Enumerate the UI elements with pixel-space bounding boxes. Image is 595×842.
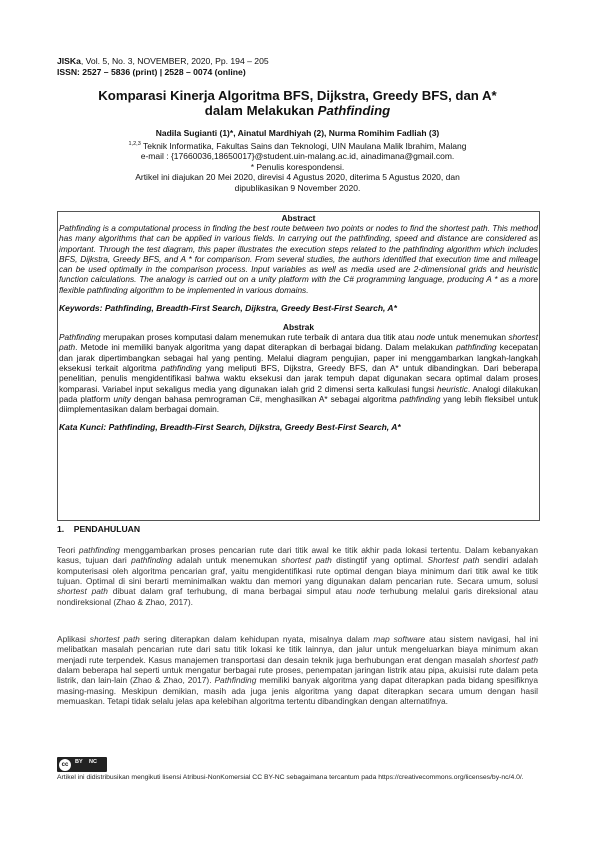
- paragraph-2: [57, 634, 538, 706]
- keywords-en: Keywords: Pathfinding, Breadth-First Search, Dijkstra, Greedy Best-First Search, A*: [59, 303, 397, 314]
- license-text: Artikel ini didistribusikan mengikuti lisensi Atribusi-NonKomersial CC BY-NC sebagaimana tercantum pada https://creativecommons.org/licenses/by-nc/4.0/.: [57, 774, 524, 781]
- text-run: Teori: [57, 545, 79, 555]
- text-run: memiliki banyak algoritma yang dapat diterapkan pada bidang spesifiknya masing-masing. Meskipun demikian, masih ada juga jenis algoritma yang dapat diterapkan secara umum dengan hasil memuaskan. Tetapi tidak selalu jelas apa kelebihan algoritma tertentu dibandingkan dengan alternatifnya.: [57, 675, 539, 707]
- text-run: atau sistem navigasi, hal ini melibatkan masalah pencarian rute dari satu titik lokasi ke titik lainnya, dan jalur untuk mengeluarkan biaya minimum akan menjadi rute terpendek. Kasus manajemen transportasi dan desain teknik juga berhubungan erat dengan masalah: [57, 634, 539, 665]
- italic-term: Shortest path: [427, 555, 480, 566]
- author-names: Nadila Sugianti (1)*, Ainatul Mardhiyah (2), Nurma Romihim Fadliah (3): [155, 128, 440, 138]
- nc-icon: NC: [89, 758, 97, 765]
- article-history-2: dipublikasikan 9 November 2020.: [234, 182, 361, 193]
- title-line-1: Komparasi Kinerja Algoritma BFS, Dijkstra, Greedy BFS, dan A*: [98, 88, 497, 103]
- text-run: terhubung melalui garis direksional atau nondireksional (Zhao & Zhao, 2017).: [57, 586, 539, 607]
- affiliation-sup: 1,2,3: [128, 140, 141, 147]
- text-run: sendiri adalah komputerisasi oleh algoritma pencarian graf, yaitu mengidentifikasi rute optimal dengan biaya minimum dari titik awal ke titik tujuan. Optimal di sini berarti meminimalkan waktu dan memori yang digunakan dalam pencarian rute. Secara umum, solusi: [57, 555, 538, 587]
- issn: ISSN: 2527 – 5836 (print) | 2528 – 0074 (online): [57, 67, 246, 77]
- title-line-2: dalam Melakukan: [204, 103, 318, 118]
- abstrak-heading: Abstrak: [282, 322, 315, 333]
- section-heading: 1. PENDAHULUAN: [57, 524, 141, 534]
- cc-icon: cc: [59, 759, 71, 771]
- cc-by-nc-badge: [57, 757, 107, 772]
- paper-title: [40, 88, 555, 118]
- text-run: adalah untuk menemukan: [172, 555, 282, 566]
- corresponding-note: * Penulis korespondensi.: [250, 161, 345, 172]
- affiliation: Teknik Informatika, Fakultas Sains dan Teknologi, UIN Maulana Malik Ibrahim, Malang: [140, 140, 467, 151]
- italic-term: shortest path: [57, 586, 108, 597]
- italic-term: Pathfinding: [214, 675, 257, 686]
- italic-term: shortest path: [281, 555, 332, 566]
- journal-name: JISKa: [57, 56, 81, 66]
- abstract-id-text: Pathfinding merupakan proses komputasi dalam menemukan rute terbaik di antara dua titik atau node untuk menemukan shortest path. Metode ini memiliki banyak algoritma yang dapat diterapkan di berbagai bidang. Dalam melakukan pathfinding kecepatan dan jarak dipertimbangkan sebagai hal yang penting. Melalui diagram pengujian, paper ini menggambarkan langkah-langkah eksekusi terkait algoritma pathfinding yang meliputi BFS, Dijkstra, Greedy BFS, dan A* untuk dibandingkan. Dari beberapa penelitian, penulis mengidentifikasi bahwa waktu eksekusi dan jarak tempuh dapat digunakan secara optimal dalam proses komparasi. Variabel input sekaligus media yang digunakan ialah grid 2 dimensi serta kalkulasi fungsi heuristic. Analogi dilakukan pada platform unity dengan bahasa pemrograman C#, menghasilkan A* sebagai algoritma pathfinding yang lebih fleksibel untuk diimplementasikan dalam berbagai domain.: [59, 332, 539, 415]
- abstract-en-text: Pathfinding is a computational process in finding the best route between two points or nodes to find the shortest path. This method has many algorithms that can be applied in various fields. In carrying out the pathfinding, speed and distance are considered as important. Through the test diagram, this paper illustrates the execution steps related to the pathfinding algorithm which includes BFS, Dijkstra, Greedy BFS, and A * for comparison. From several studies, the authors identified that execution time and mileage can be used optimally in the comparison process. Input variables as well as media used are 2-dimensional grids and heuristic function calculations. The analogy is carried out on a unity platform with the C# programming language, producing A * as a more flexible pathfinding algorithm to be implemented in various domains.: [59, 223, 538, 295]
- italic-term: node: [356, 586, 376, 597]
- italic-term: map software: [373, 634, 426, 644]
- email: e-mail : {17660036,18650017}@student.uin-malang.ac.id, ainadimana@gmail.com.: [140, 151, 455, 162]
- keywords-id: Kata Kunci: Pathfinding, Breadth-First Search, Dijkstra, Greedy Best-First Search, A*: [59, 422, 401, 433]
- text-run: Aplikasi: [57, 634, 90, 644]
- by-icon: BY: [75, 758, 83, 765]
- text-run: dalam beberapa hal seperti untuk mengatur berbagai rute proses, penempatan jaringan listrik atau pipa, akuisisi rute dalam peta listrik, dan lain-lain (Zhao & Zhao, 2017).: [57, 665, 538, 686]
- italic-term: shortest path: [89, 634, 140, 644]
- italic-term: pathfinding: [131, 555, 173, 566]
- text-run: menggambarkan proses pencarian rute dari titik awal ke titik akhir pada lokasi tertentu. Dalam kebanyakan kasus, tujuan dari: [57, 545, 538, 566]
- text-run: distingtif yang optimal.: [331, 555, 428, 566]
- abstract-box: [57, 211, 540, 521]
- italic-term: pathfinding: [78, 545, 120, 555]
- authors-block: [40, 128, 555, 193]
- article-history-1: Artikel ini diajukan 20 Mei 2020, direvisi 4 Agustus 2020, diterima 5 Agustus 2020, dan: [135, 172, 460, 183]
- abstract-heading: Abstract: [281, 213, 316, 223]
- text-run: dibuat dalam graf terhubung, di mana berbagai simpul atau: [107, 586, 357, 597]
- text-run: sering diterapkan dalam kehidupan nyata, misalnya dalam: [139, 634, 374, 644]
- title-line-2-italic: Pathfinding: [317, 103, 391, 118]
- journal-header: [57, 56, 269, 78]
- journal-info: , Vol. 5, No. 3, NOVEMBER, 2020, Pp. 194 – 205: [80, 56, 269, 66]
- italic-term: shortest path: [489, 654, 538, 665]
- paragraph-1: [57, 545, 538, 607]
